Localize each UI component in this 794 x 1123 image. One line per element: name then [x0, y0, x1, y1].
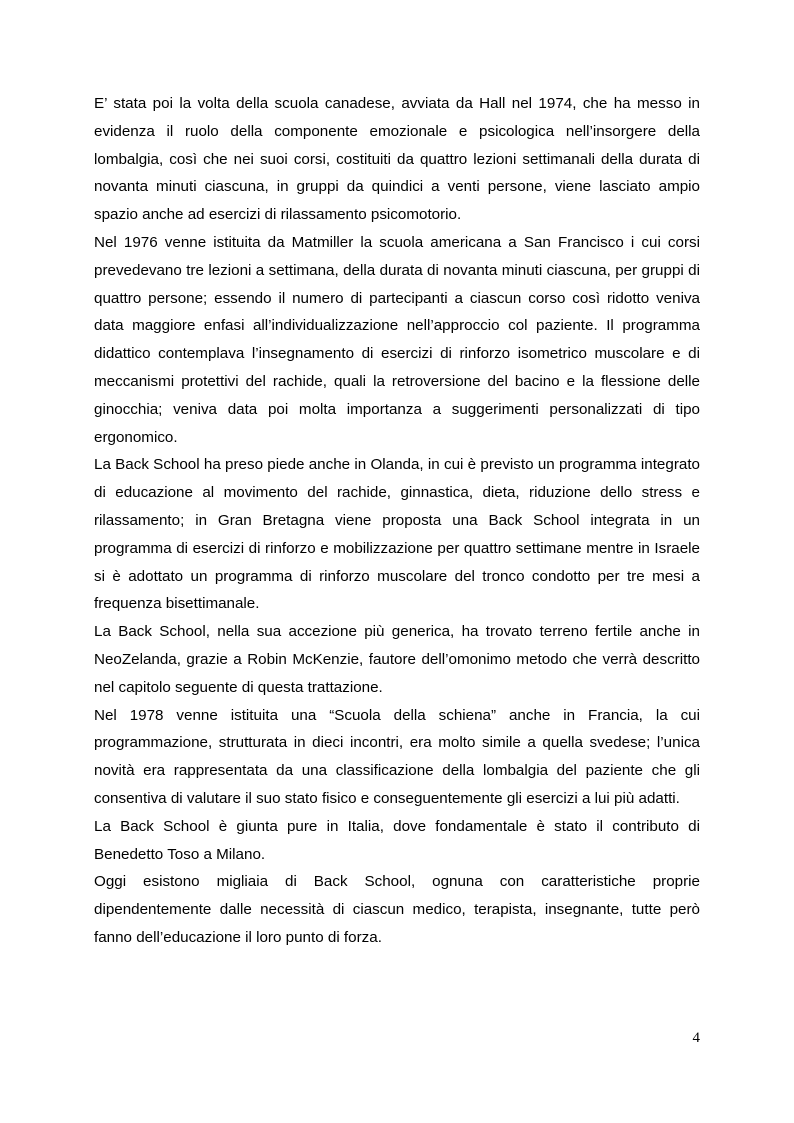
paragraph-netherlands-uk-israel: La Back School ha preso piede anche in Olanda, in cui è previsto un programma integrato di educazione al movimento del rachide, ginnastica, dieta, riduzione dello stress e rilassamento; in Gran Bretagna viene proposta una Back School integrata in un programma di esercizi di rinforzo e mobilizzazione per quattro settimane mentre in Israele si è adottato un programma di rinforzo muscolare del tronco condotto per tre mesi a frequenza bisettimanale. [94, 456, 700, 613]
paragraph-france: Nel 1978 venne istituita una “Scuola della schiena” anche in Francia, la cui programmazione, strutturata in dieci incontri, era molto simile a quella svedese; l’unica novità era rappresentata da una classificazione della lombalgia del paziente che gli consentiva di valutare il suo stato fisico e conseguentemente gli esercizi a lui più adatti. [94, 706, 700, 807]
paragraph-new-zealand: La Back School, nella sua accezione più generica, ha trovato terreno fertile anche in NeoZelanda, grazie a Robin McKenzie, fautore dell’omonimo metodo che verrà descritto nel capitolo seguente di questa trattazione. [94, 623, 700, 696]
paragraph-american-school: Nel 1976 venne istituita da Matmiller la scuola americana a San Francisco i cui corsi prevedevano tre lezioni a settimana, della durata di novanta minuti ciascuna, per gruppi di quattro persone; essendo il numero di partecipanti a ciascun corso così ridotto veniva data maggiore enfasi all’individualizzazione nell’approccio col paziente. Il programma didattico contemplava l’insegnamento di esercizi di rinforzo isometrico muscolare e di meccanismi protettivi del rachide, quali la retroversione del bacino e la flessione delle ginocchia; veniva data poi molta importanza a suggerimenti personalizzati di tipo ergonomico. [94, 233, 700, 446]
page-number: 4 [692, 1030, 700, 1046]
document-body [94, 90, 700, 952]
paragraph-canadian-school: E’ stata poi la volta della scuola canadese, avviata da Hall nel 1974, che ha messo in evidenza il ruolo della componente emozionale e psicologica nell’insorgere della lombalgia, così che nei suoi corsi, costituiti da quattro lezioni settimanali della durata di novanta minuti ciascuna, in gruppi da quindici a venti persone, viene lasciato ampio spazio anche ad esercizi di rilassamento psicomotorio. [94, 95, 700, 224]
paragraph-italy: La Back School è giunta pure in Italia, dove fondamentale è stato il contributo di Benedetto Toso a Milano. [94, 817, 700, 863]
paragraph-today: Oggi esistono migliaia di Back School, ognuna con caratteristiche proprie dipendentemente dalle necessità di ciascun medico, terapista, insegnante, tutte però fanno dell’educazione il loro punto di forza. [94, 873, 700, 946]
